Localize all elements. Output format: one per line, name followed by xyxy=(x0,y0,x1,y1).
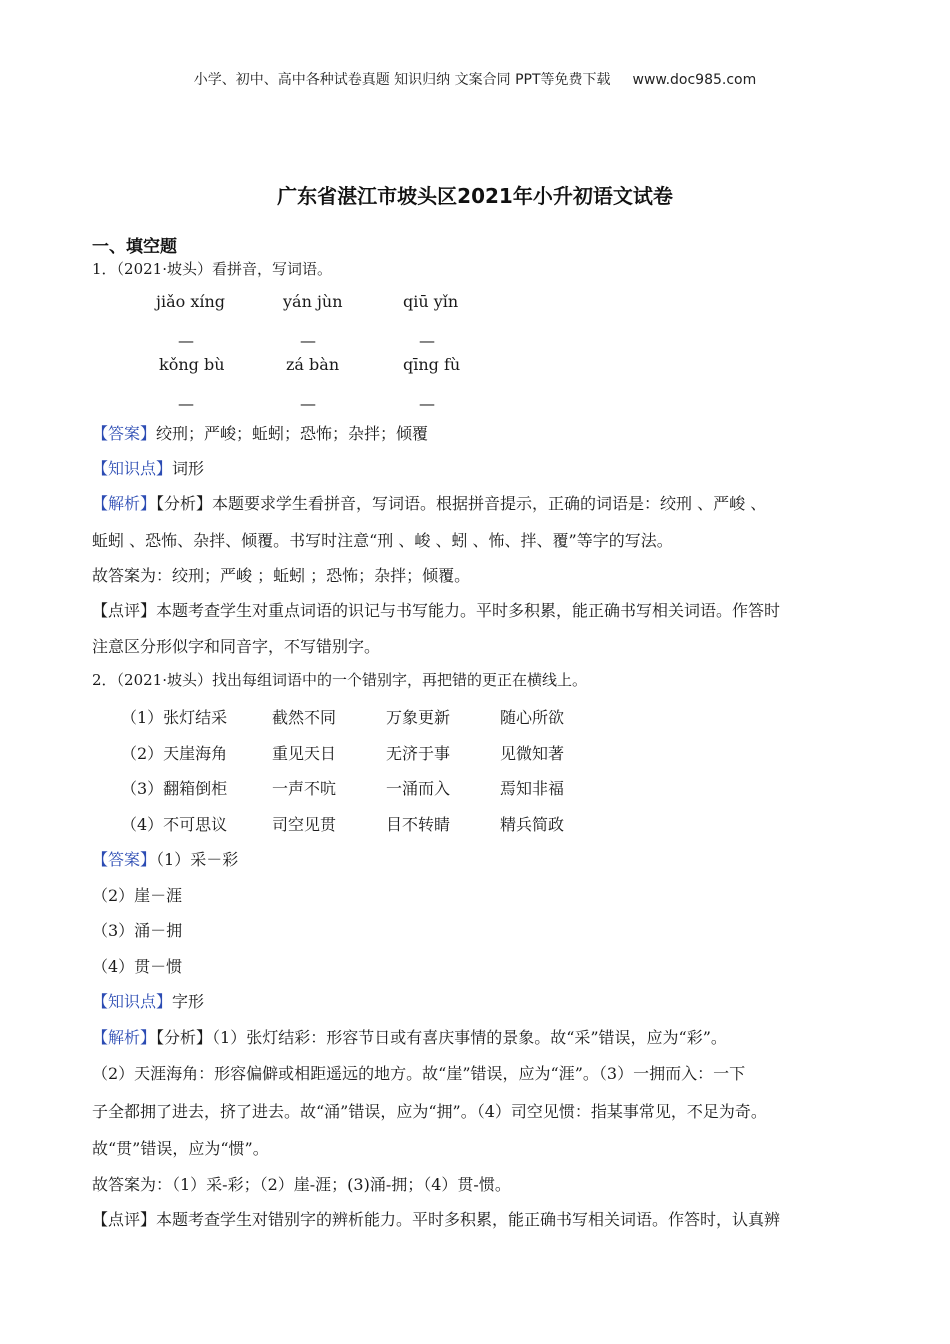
q1-blank-2[interactable]: — xyxy=(300,331,316,350)
knowledge-point-tag: 【知识点】 xyxy=(92,459,173,478)
q1-analysis-line-1 xyxy=(92,491,766,514)
q1-pinyin-6: qīng fù xyxy=(403,355,461,374)
q2-answer-line-2: （2）崖－涯 xyxy=(92,886,183,905)
q1-blank-5[interactable]: — xyxy=(300,394,316,413)
answer-text: 绞刑；严峻；蚯蚓；恐怖；杂拌；倾覆 xyxy=(156,424,429,443)
q2-answer-line-3: （3）涌－拥 xyxy=(92,921,183,940)
answer-tag: 【答案】 xyxy=(92,424,157,443)
q2-group3-word3: 一涌而入 xyxy=(386,779,451,798)
analysis-text: 【分析】本题要求学生看拼音，写词语。根据拼音提示，正确的词语是：绞刑 、严峻 、 xyxy=(156,494,767,513)
q1-analysis-line-2: 蚯蚓 、恐怖、杂拌、倾覆。书写时注意“刑 、峻 、蚓 、怖、拌、覆”等字的写法。 xyxy=(92,531,673,550)
q2-group1-word1: （1）张灯结采 xyxy=(121,708,228,727)
q1-pinyin-4: kǒng bù xyxy=(159,355,225,374)
q1-comment-line-1: 【点评】本题考查学生对重点词语的识记与书写能力。平时多积累，能正确书写相关词语。作答时 xyxy=(92,601,781,620)
q2-group1-word2: 截然不同 xyxy=(272,708,337,727)
q2-knowledge-point xyxy=(92,989,204,1012)
q1-pinyin-5: zá bàn xyxy=(286,355,340,374)
knowledge-point-text: 字形 xyxy=(172,992,205,1011)
q2-answer-line-4: （4）贯－惯 xyxy=(92,957,183,976)
q1-knowledge-point xyxy=(92,456,204,479)
q1-blank-1[interactable]: — xyxy=(178,331,194,350)
q1-comment-line-2: 注意区分形似字和同音字，不写错别字。 xyxy=(92,637,381,656)
q2-stem: 2．（2021·坡头）找出每组词语中的一个错别字，再把错的更正在横线上。 xyxy=(92,671,587,689)
analysis-tag: 【解析】 xyxy=(92,1028,157,1047)
q2-group2-word3: 无济于事 xyxy=(386,744,451,763)
q2-analysis-line-4: 故“贯”错误，应为“惯”。 xyxy=(92,1139,269,1158)
q2-group3-word4: 焉知非福 xyxy=(500,779,565,798)
header-text: 小学、初中、高中各种试卷真题 知识归纳 文案合同 PPT等免费下载 xyxy=(193,72,611,88)
q2-group4-word4: 精兵简政 xyxy=(500,815,565,834)
answer-text: （1）采－彩 xyxy=(156,850,239,869)
answer-tag: 【答案】 xyxy=(92,850,157,869)
q1-analysis-line-3: 故答案为：绞刑；严峻 ；蚯蚓 ；恐怖；杂拌；倾覆。 xyxy=(92,566,471,585)
knowledge-point-tag: 【知识点】 xyxy=(92,992,173,1011)
q1-pinyin-2: yán jùn xyxy=(283,292,343,311)
q2-group3-word1: （3）翻箱倒柜 xyxy=(121,779,228,798)
q2-group4-word2: 司空见贯 xyxy=(272,815,337,834)
q2-group2-word4: 见微知著 xyxy=(500,744,565,763)
q2-analysis-line-1 xyxy=(92,1025,727,1048)
q1-blank-3[interactable]: — xyxy=(419,331,435,350)
q2-group1-word3: 万象更新 xyxy=(386,708,451,727)
q1-pinyin-1: jiǎo xíng xyxy=(156,292,226,311)
q2-group4-word1: （4）不可思议 xyxy=(121,815,228,834)
section-title: 一、填空题 xyxy=(92,237,177,257)
q2-group4-word3: 目不转睛 xyxy=(386,815,451,834)
q2-group2-word1: （2）天崖海角 xyxy=(121,744,228,763)
q2-group3-word2: 一声不吭 xyxy=(272,779,337,798)
q2-analysis-line-3: 子全都拥了进去，挤了进去。故“涌”错误，应为“拥”。（4）司空见惯：指某事常见，不足为奇。 xyxy=(92,1102,767,1121)
q2-group1-word4: 随心所欲 xyxy=(500,708,565,727)
q2-analysis-line-5: 故答案为：（1）采-彩；（2）崖-涯；(3)涌-拥；（4）贯-惯。 xyxy=(92,1175,511,1194)
q2-analysis-line-2: （2）天涯海角：形容偏僻或相距遥远的地方。故“崖”错误，应为“涯”。（3）一拥而入：一下 xyxy=(92,1064,746,1083)
q1-blank-6[interactable]: — xyxy=(419,394,435,413)
analysis-tag: 【解析】 xyxy=(92,494,157,513)
q1-blank-4[interactable]: — xyxy=(178,394,194,413)
q1-pinyin-3: qiū yǐn xyxy=(403,292,459,311)
q2-comment-line-1: 【点评】本题考查学生对错别字的辨析能力。平时多积累，能正确书写相关词语。作答时，认真辨 xyxy=(92,1210,781,1229)
header-site-link[interactable]: www.doc985.com xyxy=(632,72,757,88)
q2-group2-word2: 重见天日 xyxy=(272,744,337,763)
q1-answer xyxy=(92,421,428,444)
knowledge-point-text: 词形 xyxy=(172,459,205,478)
q2-answer-line-1 xyxy=(92,847,238,870)
analysis-text: 【分析】（1）张灯结彩：形容节日或有喜庆事情的景象。故“采”错误，应为“彩”。 xyxy=(156,1028,727,1047)
exam-title: 广东省湛江市坡头区2021年小升初语文试卷 xyxy=(277,184,673,208)
page-header xyxy=(0,69,950,89)
q1-stem: 1．（2021·坡头）看拼音，写词语。 xyxy=(92,260,332,278)
